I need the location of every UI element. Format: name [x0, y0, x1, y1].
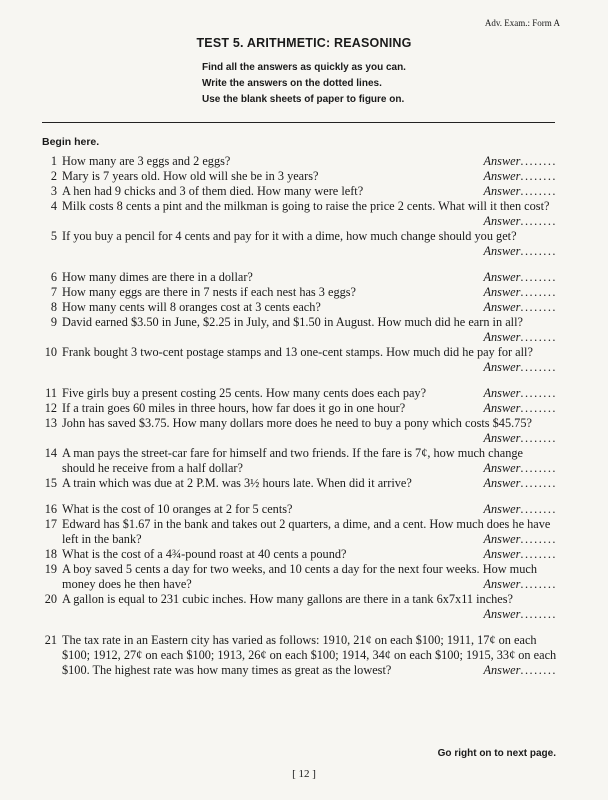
answer-dotted-line[interactable]: ........	[520, 577, 557, 591]
question-number: 1	[50, 154, 57, 168]
answer-field[interactable]	[480, 502, 558, 517]
answer-dotted-line[interactable]: ........	[520, 270, 557, 284]
question-text: Five girls buy a present costing 25 cents. How many cents does each pay?	[62, 386, 427, 400]
question-number: 15	[44, 476, 57, 490]
divider	[42, 122, 555, 123]
question-item	[42, 416, 557, 446]
question-text: If you buy a pencil for 4 cents and pay for it with a dime, how much change should you get?	[62, 229, 517, 243]
answer-label: Answer	[483, 184, 521, 198]
answer-dotted-line[interactable]: ........	[520, 330, 557, 344]
answer-label: Answer	[483, 577, 521, 591]
question-text: How many are 3 eggs and 2 eggs?	[62, 154, 231, 168]
form-label: Adv. Exam.: Form A	[484, 18, 560, 28]
answer-label: Answer	[483, 502, 521, 516]
answer-field[interactable]	[480, 300, 558, 315]
group-spacer	[42, 375, 557, 386]
answer-label: Answer	[483, 476, 521, 490]
answer-dotted-line[interactable]: ........	[520, 461, 557, 475]
question-item	[42, 517, 557, 547]
question-text: John has saved $3.75. How many dollars more does he need to buy a pony which costs $45.75?	[62, 416, 532, 430]
answer-dotted-line[interactable]: ........	[520, 244, 557, 258]
answer-label: Answer	[483, 663, 521, 677]
question-item	[42, 169, 557, 184]
group-spacer	[42, 259, 557, 270]
question-item	[42, 270, 557, 285]
answer-field[interactable]	[480, 401, 558, 416]
question-text: A man pays the street-car fare for himself and two friends. If the fare is 7¢, how much change should he receive from a half dollar?	[62, 446, 523, 475]
question-item	[42, 285, 557, 300]
question-text: A train which was due at 2 P.M. was 3½ hours late. When did it arrive?	[62, 476, 412, 490]
answer-dotted-line[interactable]: ........	[520, 663, 557, 677]
answer-label: Answer	[483, 401, 521, 415]
question-text: Frank bought 3 two-cent postage stamps and 13 one-cent stamps. How much did he pay for all?	[62, 345, 533, 359]
answer-dotted-line[interactable]: ........	[520, 184, 557, 198]
question-number: 16	[44, 502, 57, 516]
answer-label: Answer	[483, 270, 521, 284]
answer-label: Answer	[483, 244, 521, 258]
answer-field[interactable]	[480, 184, 558, 199]
question-number: 17	[44, 517, 57, 531]
answer-field[interactable]	[480, 476, 558, 491]
answer-dotted-line[interactable]: ........	[520, 154, 557, 168]
answer-label: Answer	[483, 360, 521, 374]
question-number: 12	[44, 401, 57, 415]
question-item	[42, 401, 557, 416]
answer-dotted-line[interactable]: ........	[520, 547, 557, 561]
question-text: What is the cost of 10 oranges at 2 for 5 cents?	[62, 502, 293, 516]
answer-field[interactable]	[480, 330, 558, 345]
page-number: [ 12 ]	[292, 768, 316, 780]
question-text: If a train goes 60 miles in three hours, how far does it go in one hour?	[62, 401, 406, 415]
question-item	[42, 502, 557, 517]
answer-label: Answer	[483, 214, 521, 228]
answer-field[interactable]	[480, 577, 558, 592]
begin-label: Begin here.	[42, 136, 100, 148]
question-text: A hen had 9 chicks and 3 of them died. How many were left?	[62, 184, 364, 198]
answer-dotted-line[interactable]: ........	[520, 532, 557, 546]
answer-field[interactable]	[480, 214, 558, 229]
answer-field[interactable]	[480, 431, 558, 446]
group-spacer	[42, 491, 557, 502]
answer-label: Answer	[483, 285, 521, 299]
instruction-line: Use the blank sheets of paper to figure on.	[202, 94, 405, 105]
question-item	[42, 446, 557, 476]
question-number: 14	[44, 446, 57, 460]
answer-dotted-line[interactable]: ........	[520, 214, 557, 228]
question-number: 7	[50, 285, 57, 299]
question-item	[42, 633, 557, 678]
question-item	[42, 300, 557, 315]
answer-field[interactable]	[480, 663, 558, 678]
question-number: 5	[50, 229, 57, 243]
instructions	[202, 60, 406, 108]
question-text: A boy saved 5 cents a day for two weeks, and 10 cents a day for the next four weeks. How much money does he then have?	[62, 562, 538, 591]
question-item	[42, 547, 557, 562]
instruction-line: Find all the answers as quickly as you can.	[202, 62, 406, 73]
page-title: TEST 5. ARITHMETIC: REASONING	[196, 36, 412, 50]
answer-label: Answer	[483, 154, 521, 168]
answer-label: Answer	[483, 300, 521, 314]
answer-field[interactable]	[480, 607, 558, 622]
answer-dotted-line[interactable]: ........	[520, 285, 557, 299]
question-number: 4	[50, 199, 57, 213]
question-text: Edward has $1.67 in the bank and takes out 2 quarters, a dime, and a cent. How much does he have left in the bank?	[62, 517, 551, 546]
question-text: David earned $3.50 in June, $2.25 in July, and $1.50 in August. How much did he earn in all?	[62, 315, 523, 329]
question-text: Milk costs 8 cents a pint and the milkman is going to raise the price 2 cents. What will it then cost?	[62, 199, 550, 213]
answer-label: Answer	[483, 431, 521, 445]
answer-label: Answer	[483, 330, 521, 344]
answer-dotted-line[interactable]: ........	[520, 476, 557, 490]
answer-label: Answer	[483, 169, 521, 183]
answer-field[interactable]	[480, 532, 558, 547]
question-number: 11	[45, 386, 57, 400]
answer-label: Answer	[483, 461, 521, 475]
question-number: 13	[44, 416, 57, 430]
question-text: The tax rate in an Eastern city has varied as follows: 1910, 21¢ on each $100; 1911, 17¢ on each $100; 1912, 27¢ on each $100; 1913, 26¢ on each $100; 1914, 34¢ on each $100; 1915, 33¢ on each $100. The highest rate was how many times as great as the lowest?	[62, 633, 557, 677]
question-number: 19	[44, 562, 57, 576]
answer-dotted-line[interactable]: ........	[520, 607, 557, 621]
answer-dotted-line[interactable]: ........	[520, 502, 557, 516]
answer-field[interactable]	[480, 270, 558, 285]
answer-field[interactable]	[480, 154, 558, 169]
answer-dotted-line[interactable]: ........	[520, 431, 557, 445]
question-number: 3	[50, 184, 57, 198]
question-text: How many dimes are there in a dollar?	[62, 270, 253, 284]
question-item	[42, 476, 557, 491]
question-item	[42, 315, 557, 345]
answer-dotted-line[interactable]: ........	[520, 300, 557, 314]
continue-note: Go right on to next page.	[437, 748, 556, 759]
question-text: A gallon is equal to 231 cubic inches. How many gallons are there in a tank 6x7x11 inches?	[62, 592, 513, 606]
question-number: 2	[50, 169, 57, 183]
group-spacer	[42, 622, 557, 633]
question-text: What is the cost of a 4¾-pound roast at 40 cents a pound?	[62, 547, 347, 561]
question-number: 18	[44, 547, 57, 561]
instruction-line: Write the answers on the dotted lines.	[202, 78, 382, 89]
question-number: 8	[50, 300, 57, 314]
answer-dotted-line[interactable]: ........	[520, 386, 557, 400]
answer-field[interactable]	[480, 244, 558, 259]
question-item	[42, 562, 557, 592]
question-number: 6	[50, 270, 57, 284]
question-number: 21	[44, 633, 57, 647]
question-list	[42, 154, 557, 678]
question-number: 20	[44, 592, 57, 606]
question-item	[42, 592, 557, 622]
answer-field[interactable]	[480, 547, 558, 562]
question-item	[42, 184, 557, 199]
answer-label: Answer	[483, 607, 521, 621]
question-item	[42, 154, 557, 169]
question-item	[42, 345, 557, 375]
answer-field[interactable]	[480, 461, 558, 476]
answer-dotted-line[interactable]: ........	[520, 169, 557, 183]
answer-field[interactable]	[480, 386, 558, 401]
answer-dotted-line[interactable]: ........	[520, 401, 557, 415]
answer-field[interactable]	[480, 285, 558, 300]
answer-field[interactable]	[480, 360, 558, 375]
question-text: How many eggs are there in 7 nests if each nest has 3 eggs?	[62, 285, 357, 299]
answer-dotted-line[interactable]: ........	[520, 360, 557, 374]
question-number: 10	[44, 345, 57, 359]
answer-label: Answer	[483, 532, 521, 546]
question-item	[42, 386, 557, 401]
answer-label: Answer	[483, 386, 521, 400]
answer-label: Answer	[483, 547, 521, 561]
answer-field[interactable]	[480, 169, 558, 184]
question-number: 9	[50, 315, 57, 329]
question-item	[42, 229, 557, 259]
question-text: Mary is 7 years old. How old will she be in 3 years?	[62, 169, 319, 183]
question-text: How many cents will 8 oranges cost at 3 cents each?	[62, 300, 321, 314]
question-item	[42, 199, 557, 229]
